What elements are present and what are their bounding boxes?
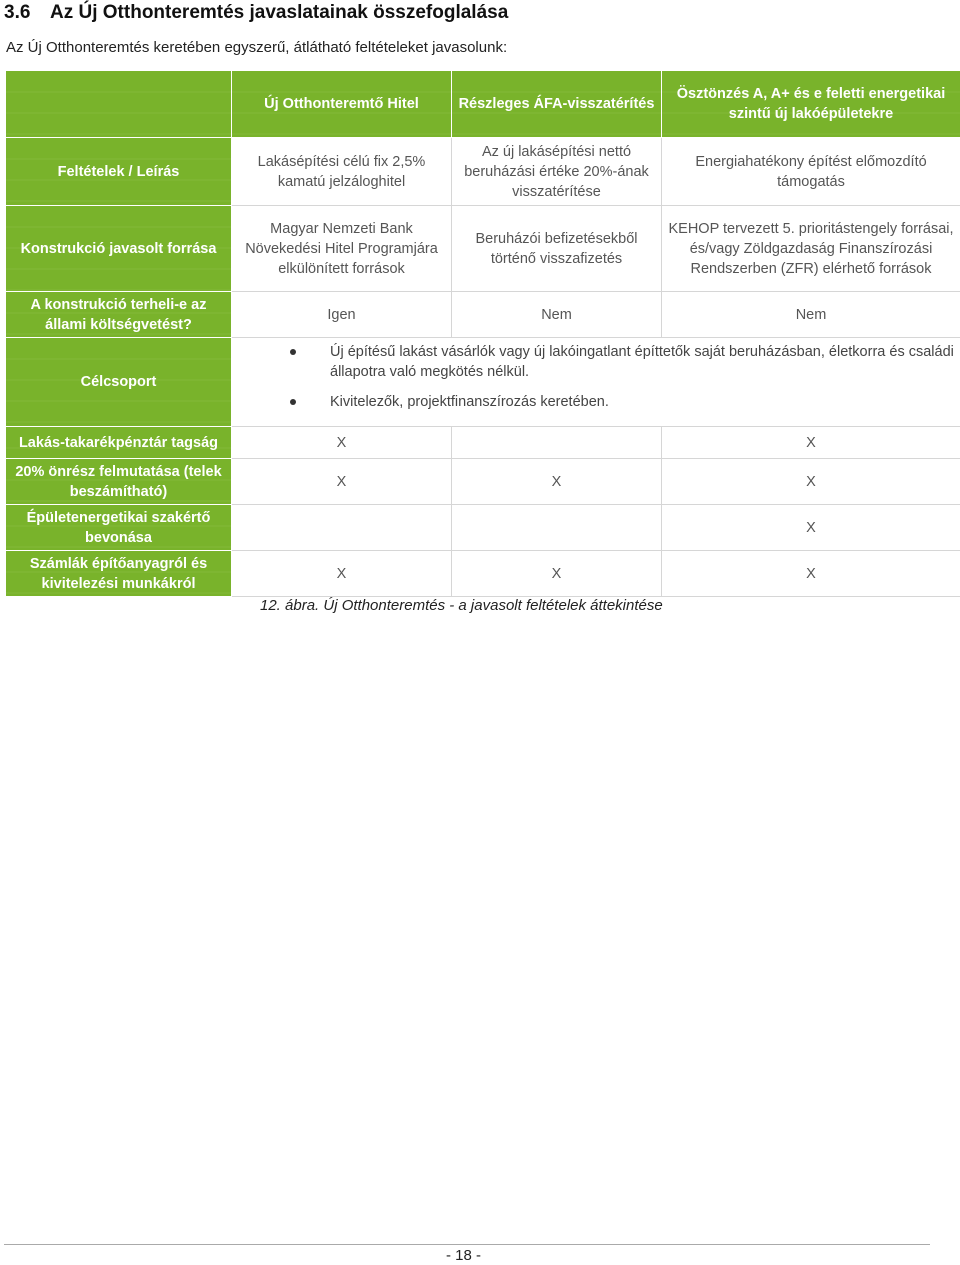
table-cell: X <box>662 459 960 505</box>
table-cell: X <box>232 551 452 597</box>
target-group-list <box>238 342 954 412</box>
table-cell: KEHOP tervezett 5. prioritástengely forrásai, és/vagy Zöldgazdaság Finanszírozási Rendszerben (ZFR) elérhető források <box>662 206 960 292</box>
list-item <box>290 392 954 412</box>
figure-caption: 12. ábra. Új Otthonteremtés - a javasolt feltételek áttekintése <box>260 597 663 614</box>
table-cell: X <box>452 551 662 597</box>
table-cell: Az új lakásépítési nettó beruházási értéke 20%-ának visszatérítése <box>452 138 662 206</box>
table-cell <box>452 427 662 459</box>
header-col-osztonzes: Ösztönzés A, A+ és e feletti energetikai szintű új lakóépületekre <box>662 71 960 138</box>
bullet-icon <box>290 399 296 405</box>
section-title: Az Új Otthonteremtés javaslatainak összefoglalása <box>50 2 509 23</box>
header-corner-cell <box>6 71 232 138</box>
list-item <box>290 342 954 382</box>
row-label: Lakás-takarékpénztár tagság <box>6 427 232 459</box>
table-header-row <box>6 71 960 138</box>
table-row <box>6 138 960 206</box>
table-row <box>6 206 960 292</box>
table-row <box>6 338 960 427</box>
row-label: 20% önrész felmutatása (telek beszámítható) <box>6 459 232 505</box>
section-number: 3.6 <box>4 2 31 23</box>
page-number: - 18 - <box>446 1247 482 1264</box>
bullet-icon <box>290 349 296 355</box>
table-row <box>6 292 960 338</box>
row-label: Konstrukció javasolt forrása <box>6 206 232 292</box>
table-cell: X <box>662 427 960 459</box>
table-cell: X <box>452 459 662 505</box>
table-cell: Energiahatékony építést előmozdító támogatás <box>662 138 960 206</box>
table-cell: Magyar Nemzeti Bank Növekedési Hitel Programjára elkülönített források <box>232 206 452 292</box>
intro-paragraph: Az Új Otthonteremtés keretében egyszerű, átlátható feltételeket javasolunk: <box>6 39 508 56</box>
table-cell: X <box>662 551 960 597</box>
table-cell: Beruházói befizetésekből történő visszafizetés <box>452 206 662 292</box>
table-cell: X <box>232 427 452 459</box>
table-row <box>6 427 960 459</box>
section-heading <box>4 2 508 24</box>
table-cell: X <box>232 459 452 505</box>
list-item-text: Új építésű lakást vásárlók vagy új lakóingatlant építtetők saját beruházásban, életkorra és családi állapotra való megkötés nélkül. <box>330 344 954 380</box>
row-label: Célcsoport <box>6 338 232 427</box>
conditions-table <box>5 70 960 597</box>
target-group-cell <box>232 338 960 427</box>
table-row <box>6 551 960 597</box>
list-item-text: Kivitelezők, projektfinanszírozás keretében. <box>330 394 609 410</box>
table-cell: Nem <box>662 292 960 338</box>
table-cell: Lakásépítési célú fix 2,5% kamatú jelzáloghitel <box>232 138 452 206</box>
row-label: Épületenergetikai szakértő bevonása <box>6 505 232 551</box>
row-label: Számlák építőanyagról és kivitelezési munkákról <box>6 551 232 597</box>
table-cell: X <box>662 505 960 551</box>
table-cell: Nem <box>452 292 662 338</box>
table-cell <box>452 505 662 551</box>
row-label: A konstrukció terheli-e az állami költségvetést? <box>6 292 232 338</box>
header-col-afa: Részleges ÁFA-visszatérítés <box>452 71 662 138</box>
table-cell: Igen <box>232 292 452 338</box>
row-label: Feltételek / Leírás <box>6 138 232 206</box>
header-col-hitel: Új Otthonteremtő Hitel <box>232 71 452 138</box>
table-row <box>6 459 960 505</box>
footer-divider <box>4 1244 930 1245</box>
table-row <box>6 505 960 551</box>
table-cell <box>232 505 452 551</box>
